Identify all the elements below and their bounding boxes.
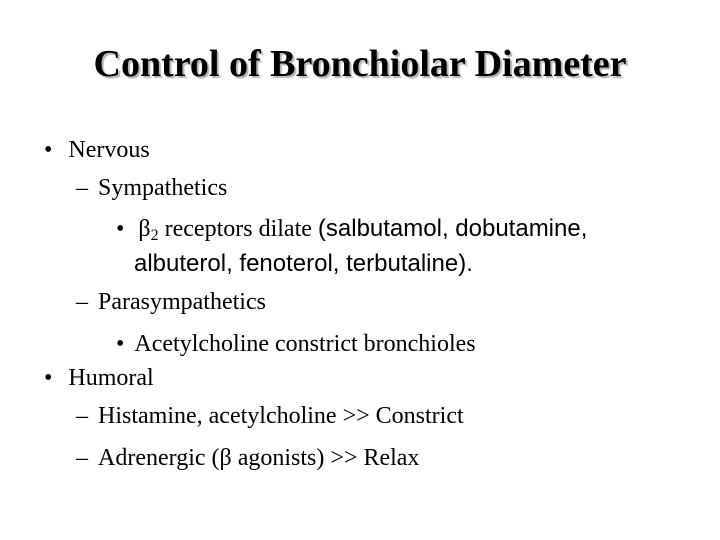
bullet-marker: • <box>44 365 53 391</box>
bullet-text-end: agonists) >> Relax <box>231 445 420 471</box>
bullet-text: Adrenergic ( <box>98 445 220 471</box>
drug-list-continued: albuterol, fenoterol, terbutaline). <box>134 250 473 277</box>
bullet-nervous <box>44 136 150 164</box>
subbullet-sympathetics <box>76 174 227 202</box>
bullet-text: receptors dilate <box>158 216 318 242</box>
beta-subscript: 2 <box>150 227 159 244</box>
subbullet-adrenergic <box>76 444 419 472</box>
bullet-text: Humoral <box>68 365 154 391</box>
bullet-text: Histamine, acetylcholine >> Constrict <box>98 403 464 429</box>
dash-marker: – <box>76 289 88 315</box>
bullet-marker: • <box>44 137 53 163</box>
subsubbullet-acetylcholine <box>116 330 476 358</box>
beta-symbol: β <box>138 216 151 242</box>
bullet-marker: • <box>116 331 125 357</box>
dash-marker: – <box>76 445 88 471</box>
bullet-humoral <box>44 364 154 392</box>
dash-marker: – <box>76 403 88 429</box>
slide-title: Control of Bronchiolar Diameter <box>93 43 627 85</box>
bullet-text: Sympathetics <box>98 175 228 201</box>
subsubbullet-beta2 <box>116 215 587 243</box>
drug-list: (salbutamol, dobutamine, <box>317 215 588 242</box>
bullet-marker: • <box>116 216 125 242</box>
bullet-text: Acetylcholine constrict bronchioles <box>134 331 476 357</box>
bullet-text: Nervous <box>68 137 150 163</box>
beta-symbol: β <box>219 445 232 471</box>
dash-marker: – <box>76 175 88 201</box>
subbullet-histamine <box>76 402 464 430</box>
bullet-text: Parasympathetics <box>98 289 266 315</box>
subbullet-parasympathetics <box>76 288 266 316</box>
